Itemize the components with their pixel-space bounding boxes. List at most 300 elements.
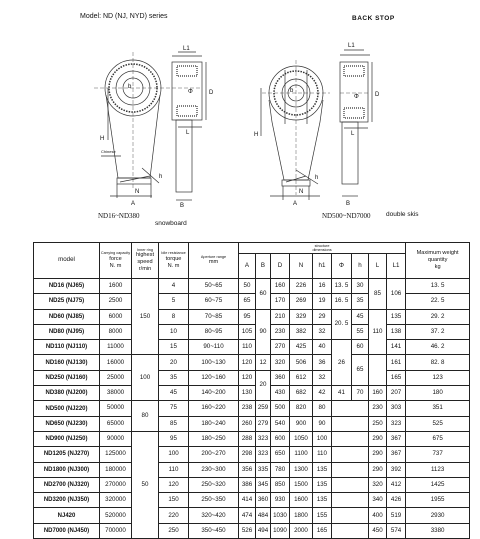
header-torque-main: torque [165, 255, 182, 262]
cell-l1: 392 [387, 462, 406, 477]
table-row [34, 340, 470, 355]
header-h1: h1 [313, 254, 332, 279]
cell-phi: 16. 5 [332, 294, 352, 309]
cell-speed-merged: 150 [132, 279, 159, 355]
cell-l-merged: 85 [369, 279, 387, 310]
cell-force: 2500 [100, 294, 132, 309]
header-phi: Φ [332, 254, 352, 279]
cell-phi-h [332, 508, 369, 523]
cell-phi-h [332, 416, 369, 431]
cell-model: ND1800 (NJ300) [34, 462, 100, 477]
cell-d: 600 [271, 431, 290, 446]
cell-aperture: 320~420 [189, 508, 239, 523]
cell-force: 38000 [100, 386, 132, 401]
cell-force: 50000 [100, 401, 132, 416]
cell-phi-h [332, 401, 369, 416]
cell-torque: 220 [159, 508, 189, 523]
cell-speed-merged: 50 [132, 431, 159, 538]
cell-phi-h [332, 523, 369, 538]
cell-force: 8000 [100, 324, 132, 339]
table-row [34, 324, 470, 339]
cell-aperture: 180~240 [189, 416, 239, 431]
cell-h1: 135 [313, 477, 332, 492]
header-torque [159, 243, 189, 279]
cell-l-blank [369, 355, 387, 386]
header-a: A [239, 254, 256, 279]
cell-l1: 426 [387, 493, 406, 508]
spec-table [33, 242, 470, 539]
cell-h1: 19 [313, 294, 332, 309]
cell-h1: 155 [313, 508, 332, 523]
cell-torque: 120 [159, 477, 189, 492]
header-dimensions-group [239, 243, 406, 254]
cell-a: 288 [239, 431, 256, 446]
left-label-b-small: b [128, 84, 132, 90]
cell-h: 70 [352, 386, 369, 401]
cell-torque: 45 [159, 386, 189, 401]
cell-b: 345 [256, 477, 271, 492]
cell-h1: 29 [313, 309, 332, 324]
cell-n: 1800 [290, 508, 313, 523]
header-weight-main: Maximum weight [416, 250, 459, 257]
cell-model: ND25 (NJ75) [34, 294, 100, 309]
back-stop-title: BACK STOP [352, 15, 395, 22]
cell-a: 120 [239, 355, 256, 370]
header-force-main: force [109, 255, 122, 262]
cell-aperture: 90~110 [189, 340, 239, 355]
cell-n: 226 [290, 279, 313, 294]
cell-a: 50 [239, 279, 256, 294]
cell-phi-h [332, 462, 369, 477]
header-speed-main: highest speed [135, 252, 155, 266]
cell-aperture: 230~300 [189, 462, 239, 477]
cell-b: 360 [256, 493, 271, 508]
cell-n: 1050 [290, 431, 313, 446]
cell-n: 329 [290, 309, 313, 324]
cell-l: 400 [369, 508, 387, 523]
cell-l1: 367 [387, 447, 406, 462]
left-label-b: B [180, 203, 185, 209]
cell-n: 612 [290, 370, 313, 385]
cell-h1: 135 [313, 462, 332, 477]
table-row [34, 386, 470, 401]
cell-b-merged: 90 [256, 309, 271, 355]
cell-n: 1300 [290, 462, 313, 477]
header-d: D [271, 254, 290, 279]
cell-model: ND16 (NJ65) [34, 279, 100, 294]
left-label-a: A [131, 201, 136, 207]
table-header-row [34, 243, 470, 254]
cell-l: 250 [369, 416, 387, 431]
cell-speed-merged: 80 [132, 401, 159, 432]
cell-l1: 367 [387, 431, 406, 446]
cell-torque: 85 [159, 416, 189, 431]
left-label-l: L [186, 130, 190, 136]
cell-force: 270000 [100, 477, 132, 492]
cell-a: 238 [239, 401, 256, 416]
cell-h1: 165 [313, 523, 332, 538]
cell-l1: 165 [387, 370, 406, 385]
header-b: B [256, 254, 271, 279]
cell-weight: 1425 [406, 477, 470, 492]
cell-n: 382 [290, 324, 313, 339]
right-note-caption: double skis [386, 211, 419, 218]
cell-force: 90000 [100, 431, 132, 446]
cell-n: 900 [290, 416, 313, 431]
cell-a: 120 [239, 370, 256, 385]
cell-l1: 141 [387, 340, 406, 355]
cell-aperture: 140~200 [189, 386, 239, 401]
cell-torque: 250 [159, 523, 189, 538]
cell-b: 323 [256, 431, 271, 446]
cell-n: 1600 [290, 493, 313, 508]
header-aperture [189, 243, 239, 279]
cell-d: 160 [271, 279, 290, 294]
right-label-h-small: h [315, 175, 319, 181]
cell-b: 494 [256, 523, 271, 538]
cell-torque: 110 [159, 462, 189, 477]
cell-torque: 4 [159, 279, 189, 294]
header-dims-label2: dimensions [312, 248, 332, 252]
table-row [34, 477, 470, 492]
cell-aperture: 250~350 [189, 493, 239, 508]
cell-weight: 3380 [406, 523, 470, 538]
header-force-unit: N. m [109, 262, 122, 269]
right-label-b: B [346, 201, 351, 207]
left-label-chinese: Chinese [101, 149, 116, 154]
cell-aperture: 200~270 [189, 447, 239, 462]
cell-l1: 323 [387, 416, 406, 431]
cell-l1: 412 [387, 477, 406, 492]
technical-drawings [0, 0, 480, 240]
cell-phi: 13. 5 [332, 279, 352, 294]
left-label-phi: Φ [188, 89, 193, 95]
cell-d: 500 [271, 401, 290, 416]
header-speed-top: Inner ring [136, 247, 154, 252]
cell-h1: 110 [313, 447, 332, 462]
cell-phi-h [332, 477, 369, 492]
cell-model: ND380 (NJ200) [34, 386, 100, 401]
cell-l: 290 [369, 447, 387, 462]
cell-weight: 1123 [406, 462, 470, 477]
right-label-h: H [254, 132, 259, 138]
cell-aperture: 80~95 [189, 324, 239, 339]
cell-torque: 100 [159, 447, 189, 462]
right-label-a: A [293, 201, 298, 207]
cell-model: NJ420 [34, 508, 100, 523]
cell-model: ND2700 (NJ320) [34, 477, 100, 492]
header-dims-label: structure [314, 243, 330, 248]
cell-d: 320 [271, 355, 290, 370]
cell-h: 35 [352, 294, 369, 309]
table-row [34, 279, 470, 294]
cell-aperture: 70~85 [189, 309, 239, 324]
cell-weight: 29. 2 [406, 309, 470, 324]
cell-l: 290 [369, 462, 387, 477]
cell-l1: 135 [387, 309, 406, 324]
header-speed-unit: r/min [138, 266, 152, 273]
cell-d: 170 [271, 294, 290, 309]
cell-torque: 95 [159, 431, 189, 446]
header-speed [132, 243, 159, 279]
cell-force: 6000 [100, 309, 132, 324]
cell-h: 45 [352, 309, 369, 324]
cell-b: 323 [256, 447, 271, 462]
cell-weight: 22. 5 [406, 294, 470, 309]
table-row [34, 416, 470, 431]
cell-h-merged: 65 [352, 355, 369, 386]
cell-force: 700000 [100, 523, 132, 538]
cell-a: 95 [239, 309, 256, 324]
header-torque-unit: N. m [167, 262, 180, 269]
header-weight [406, 243, 470, 279]
cell-model: ND80 (NJ95) [34, 324, 100, 339]
header-model: model [34, 243, 100, 279]
cell-d: 210 [271, 309, 290, 324]
cell-speed-merged: 100 [132, 355, 159, 401]
cell-torque: 75 [159, 401, 189, 416]
cell-l: 450 [369, 523, 387, 538]
cell-phi-merged: 26 [332, 340, 352, 386]
cell-phi: 41 [332, 386, 352, 401]
header-weight-unit: kg [434, 263, 441, 270]
cell-n: 820 [290, 401, 313, 416]
cell-force: 1600 [100, 279, 132, 294]
cell-force: 25000 [100, 370, 132, 385]
table-row [34, 355, 470, 370]
cell-b: 259 [256, 401, 271, 416]
cell-l: 160 [369, 386, 387, 401]
cell-h1: 80 [313, 401, 332, 416]
cell-d: 270 [271, 340, 290, 355]
cell-a: 65 [239, 294, 256, 309]
cell-h1: 40 [313, 340, 332, 355]
cell-h1: 32 [313, 370, 332, 385]
header-l1: L1 [387, 254, 406, 279]
cell-h: 30 [352, 279, 369, 294]
right-side-view [340, 50, 372, 196]
right-label-n: N [299, 189, 304, 195]
cell-torque: 5 [159, 294, 189, 309]
cell-d: 930 [271, 493, 290, 508]
cell-b: 335 [256, 462, 271, 477]
cell-l: 320 [369, 477, 387, 492]
table-row [34, 431, 470, 446]
cell-model: ND60 (NJ85) [34, 309, 100, 324]
cell-l1-merged: 106 [387, 279, 406, 310]
header-force [100, 243, 132, 279]
cell-weight: 46. 2 [406, 340, 470, 355]
cell-l-merged: 110 [369, 309, 387, 355]
header-force-top: Carrying capacity [100, 251, 131, 256]
cell-model: ND900 (NJ250) [34, 431, 100, 446]
cell-aperture: 250~320 [189, 477, 239, 492]
header-weight-sub: quantity [427, 257, 448, 263]
cell-a: 474 [239, 508, 256, 523]
cell-l: 230 [369, 401, 387, 416]
cell-h: 55 [352, 324, 369, 339]
cell-l1: 138 [387, 324, 406, 339]
cell-torque: 35 [159, 370, 189, 385]
right-label-b-small: b [290, 88, 294, 94]
cell-a: 526 [239, 523, 256, 538]
cell-aperture: 180~250 [189, 431, 239, 446]
cell-h1: 90 [313, 416, 332, 431]
cell-aperture: 50~65 [189, 279, 239, 294]
cell-phi-merged: 20. 5 [332, 309, 352, 340]
right-label-phi: Φ [354, 94, 359, 100]
cell-force: 65000 [100, 416, 132, 431]
cell-n: 682 [290, 386, 313, 401]
cell-model: ND160 (NJ130) [34, 355, 100, 370]
cell-d: 850 [271, 477, 290, 492]
cell-n: 2000 [290, 523, 313, 538]
cell-n: 425 [290, 340, 313, 355]
cell-torque: 20 [159, 355, 189, 370]
cell-l1: 207 [387, 386, 406, 401]
cell-a: 105 [239, 324, 256, 339]
left-label-l1: L1 [183, 46, 190, 52]
cell-b: 484 [256, 508, 271, 523]
cell-d: 230 [271, 324, 290, 339]
cell-aperture: 160~220 [189, 401, 239, 416]
cell-b: 279 [256, 416, 271, 431]
cell-phi-h [332, 447, 369, 462]
cell-d: 540 [271, 416, 290, 431]
cell-model: ND110 (NJ110) [34, 340, 100, 355]
cell-torque: 15 [159, 340, 189, 355]
cell-l1: 519 [387, 508, 406, 523]
cell-weight: 123 [406, 370, 470, 385]
cell-model: ND500 (NJ220) [34, 401, 100, 416]
cell-n: 506 [290, 355, 313, 370]
cell-d: 650 [271, 447, 290, 462]
cell-a: 386 [239, 477, 256, 492]
table-row [34, 508, 470, 523]
cell-h1: 36 [313, 355, 332, 370]
cell-model: ND1205 (NJ270) [34, 447, 100, 462]
cell-h1: 16 [313, 279, 332, 294]
cell-d: 1090 [271, 523, 290, 538]
cell-weight: 525 [406, 416, 470, 431]
table-row [34, 447, 470, 462]
table-row [34, 370, 470, 385]
cell-weight: 675 [406, 431, 470, 446]
cell-phi-h [332, 493, 369, 508]
right-label-l: L [351, 131, 355, 137]
left-label-n: N [135, 189, 140, 195]
cell-model: ND250 (NJ160) [34, 370, 100, 385]
cell-weight: 2930 [406, 508, 470, 523]
table-row [34, 523, 470, 538]
header-aperture-top: Aperture range [200, 254, 227, 259]
cell-torque: 150 [159, 493, 189, 508]
cell-b-merged: 60 [256, 279, 271, 310]
left-label-d: D [209, 90, 214, 96]
cell-force: 11000 [100, 340, 132, 355]
cell-force: 320000 [100, 493, 132, 508]
cell-torque: 10 [159, 324, 189, 339]
cell-l: 340 [369, 493, 387, 508]
table-row [34, 401, 470, 416]
left-series-caption: ND16~ND380 [98, 212, 140, 220]
header-torque-top: Idle resistance [161, 251, 186, 256]
left-label-h: H [100, 136, 105, 142]
series-title: Model: ND (NJ, NYD) series [80, 13, 168, 20]
cell-weight: 1955 [406, 493, 470, 508]
cell-weight: 13. 5 [406, 279, 470, 294]
cell-l1: 161 [387, 355, 406, 370]
cell-aperture: 350~450 [189, 523, 239, 538]
cell-weight: 82. 8 [406, 355, 470, 370]
cell-weight: 180 [406, 386, 470, 401]
cell-a: 260 [239, 416, 256, 431]
cell-d: 360 [271, 370, 290, 385]
cell-model: ND650 (NJ230) [34, 416, 100, 431]
cell-phi-h [332, 431, 369, 446]
cell-h: 60 [352, 340, 369, 355]
cell-b-merged: 20 [256, 370, 271, 401]
header-n: N [290, 254, 313, 279]
cell-force: 520000 [100, 508, 132, 523]
cell-d: 780 [271, 462, 290, 477]
left-note-caption: snowboard [155, 220, 187, 227]
cell-d: 1030 [271, 508, 290, 523]
cell-force: 16000 [100, 355, 132, 370]
cell-model: ND7000 (NJ450) [34, 523, 100, 538]
cell-weight: 37. 2 [406, 324, 470, 339]
cell-aperture: 60~75 [189, 294, 239, 309]
table-row [34, 493, 470, 508]
right-label-l1: L1 [348, 43, 355, 49]
cell-b-merged: 12 [256, 355, 271, 370]
cell-a: 298 [239, 447, 256, 462]
right-label-d: D [375, 92, 380, 98]
cell-d: 430 [271, 386, 290, 401]
cell-h1: 100 [313, 431, 332, 446]
cell-a: 130 [239, 386, 256, 401]
cell-h1: 42 [313, 386, 332, 401]
cell-a: 110 [239, 340, 256, 355]
table-row [34, 309, 470, 324]
header-l: L [369, 254, 387, 279]
cell-weight: 737 [406, 447, 470, 462]
right-series-caption: ND500~ND7000 [322, 212, 371, 220]
cell-l: 290 [369, 431, 387, 446]
left-label-h-small: h [159, 174, 163, 180]
cell-h1: 32 [313, 324, 332, 339]
cell-aperture: 100~130 [189, 355, 239, 370]
header-h: h [352, 254, 369, 279]
table-row [34, 462, 470, 477]
cell-l1: 574 [387, 523, 406, 538]
cell-weight: 351 [406, 401, 470, 416]
right-front-view [261, 60, 330, 200]
cell-a: 414 [239, 493, 256, 508]
cell-n: 1500 [290, 477, 313, 492]
cell-force: 180000 [100, 462, 132, 477]
cell-n: 1100 [290, 447, 313, 462]
cell-model: ND3200 (NJ350) [34, 493, 100, 508]
cell-aperture: 120~160 [189, 370, 239, 385]
cell-n: 269 [290, 294, 313, 309]
cell-h1: 135 [313, 493, 332, 508]
cell-l1: 303 [387, 401, 406, 416]
cell-torque: 8 [159, 309, 189, 324]
header-aperture-unit: mm [208, 259, 219, 266]
left-side-view [172, 52, 206, 200]
cell-force: 125000 [100, 447, 132, 462]
